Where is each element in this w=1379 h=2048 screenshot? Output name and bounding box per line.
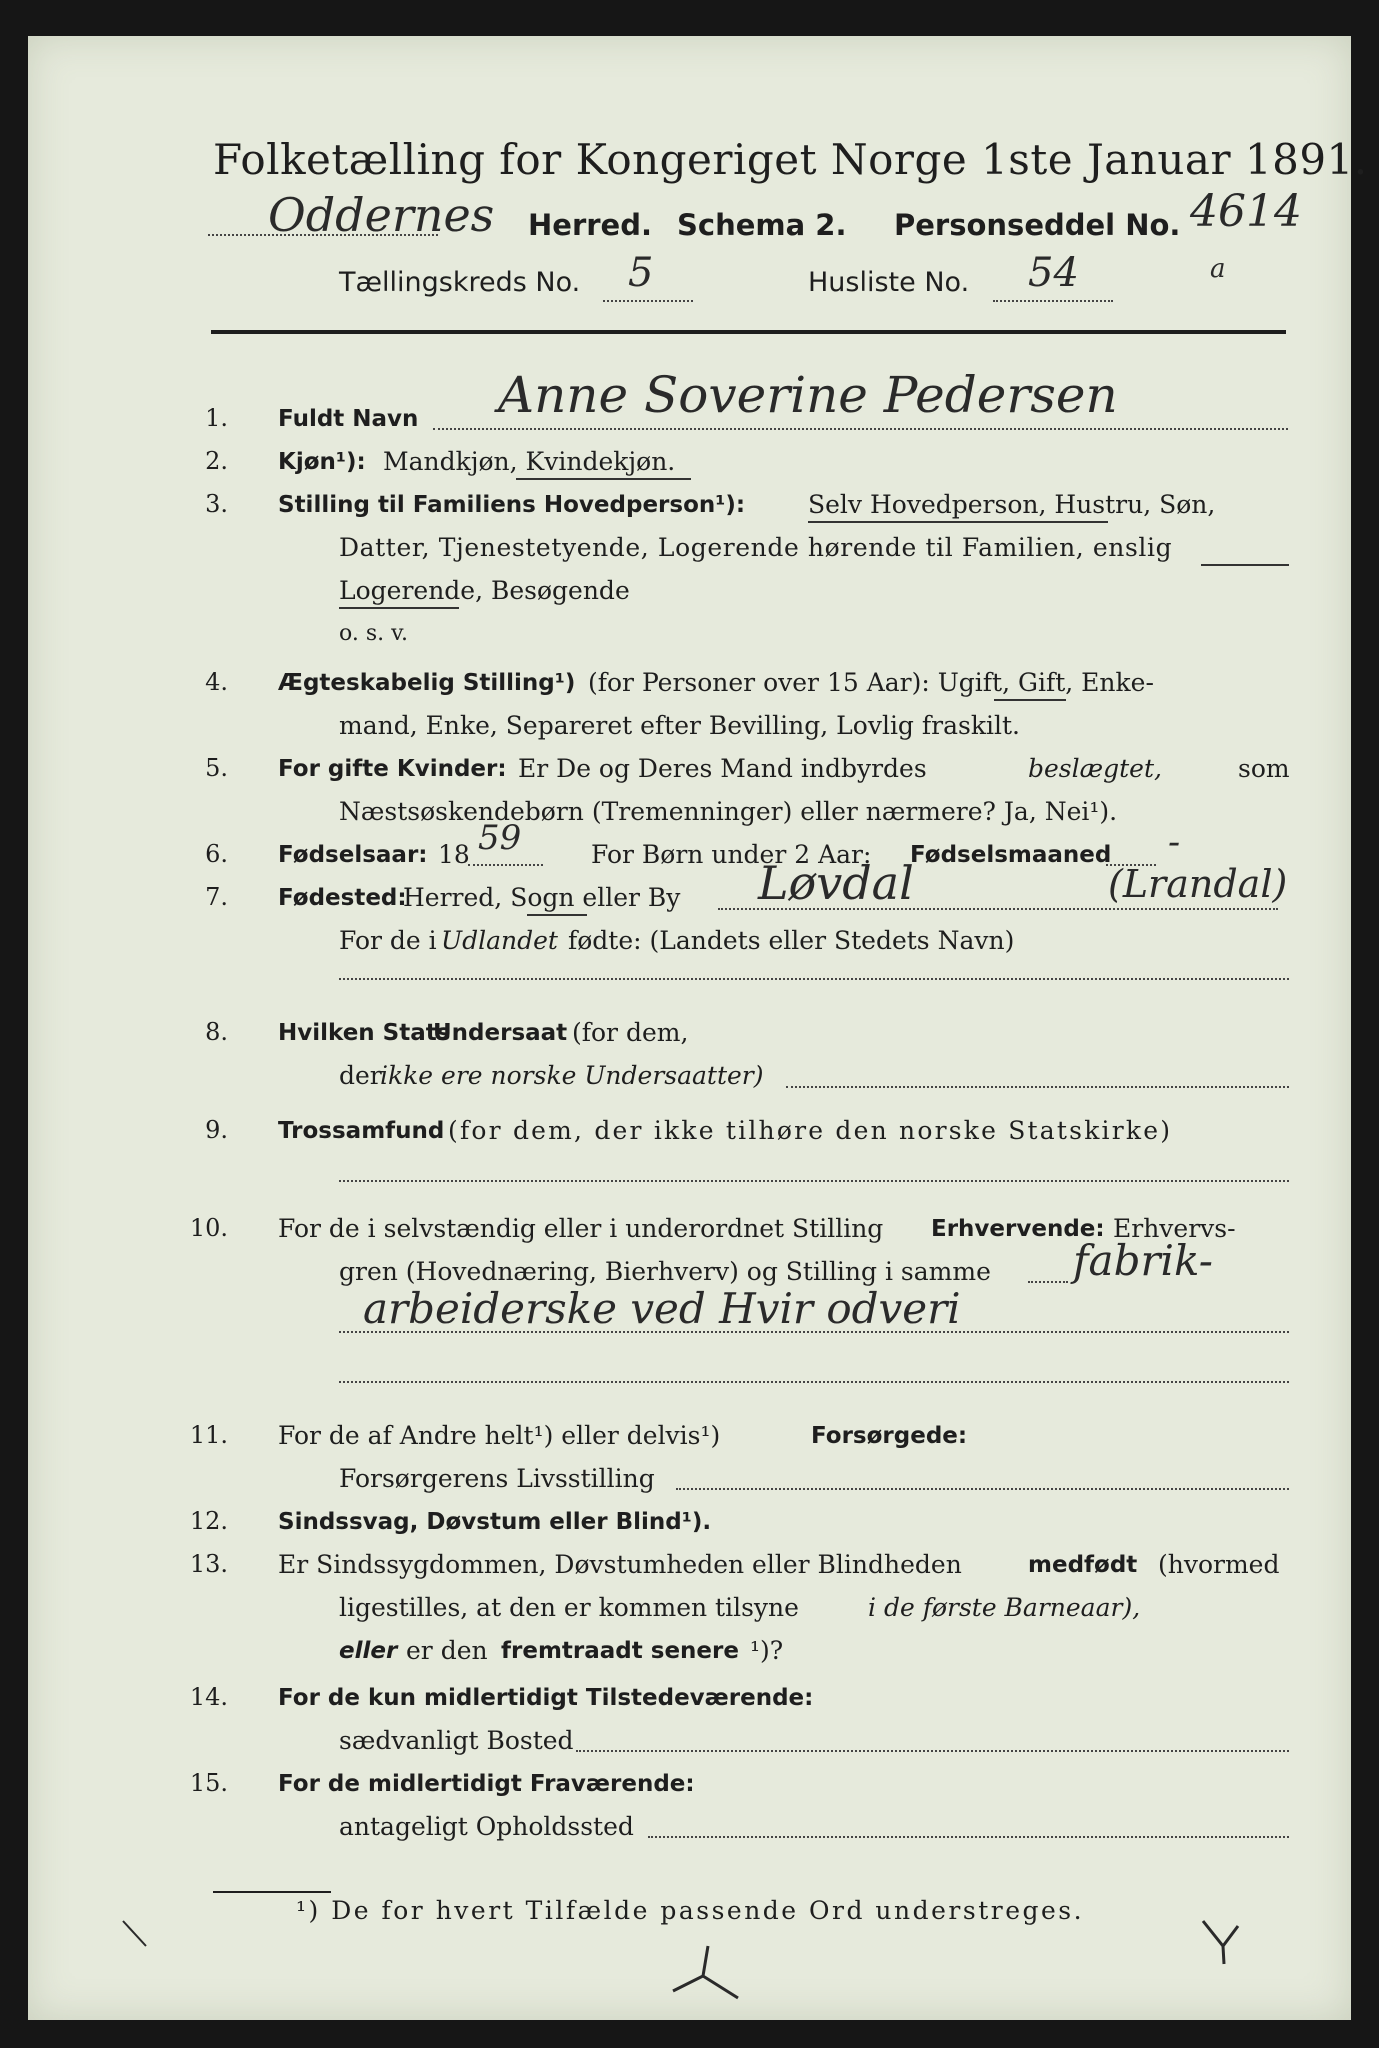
header-rule	[211, 330, 1286, 334]
q2-underline	[516, 478, 691, 480]
q3-line3: Logerende, Besøgende	[339, 576, 630, 605]
pen-mark	[668, 1936, 748, 2006]
item-number: 7.	[205, 883, 228, 911]
q6-text2: For Børn under 2 Aar:	[591, 840, 872, 869]
q1-line	[433, 428, 1288, 430]
q13-line2b: i de første Barneaar),	[868, 1593, 1141, 1622]
q15-label: For de midlertidigt Fraværende:	[278, 1771, 695, 1797]
q3-underline-logerende	[339, 607, 459, 609]
q13-line2a: ligestilles, at den er kommen tilsyne	[339, 1593, 799, 1622]
item-number: 12.	[189, 1507, 228, 1535]
q13-line1c: (hvormed	[1158, 1550, 1280, 1579]
q12-label: Sindssvag, Døvstum eller Blind¹).	[278, 1509, 712, 1535]
q8-label1: Hvilken Stats	[278, 1020, 451, 1046]
q3-line4: o. s. v.	[339, 621, 408, 646]
q13-line3d: ¹)?	[750, 1636, 784, 1665]
husliste-suffix-handwritten: a	[1210, 254, 1226, 284]
q7-answer2: (Lrandal)	[1108, 862, 1288, 906]
q10-line1b: Erhvervende:	[931, 1216, 1105, 1242]
husliste-line	[993, 300, 1113, 302]
q5-line1b: beslægtet,	[1028, 754, 1162, 783]
footnote-rule	[213, 1891, 331, 1893]
kreds-label: Tællingskreds No.	[339, 267, 581, 298]
q13-line3c: fremtraadt senere	[501, 1638, 739, 1664]
form-title: Folketælling for Kongeriget Norge 1ste Januar 1891.	[213, 135, 1368, 184]
q2-label: Kjøn¹):	[278, 449, 366, 475]
q1-answer: Anne Soverine Pedersen	[498, 366, 1118, 424]
q4-line1: (for Personer over 15 Aar): Ugift, Gift, Enke-	[588, 668, 1154, 697]
q6-year-prefix: 18	[438, 840, 470, 869]
q9-label: Trossamfund	[278, 1118, 445, 1144]
q3-underline-selv	[808, 521, 1108, 523]
q10-line-a	[1028, 1281, 1068, 1283]
q11-line1a: For de af Andre helt¹) eller delvis¹)	[278, 1421, 721, 1450]
item-number: 15.	[189, 1769, 228, 1797]
q3-line1: Selv Hovedperson, Hustru, Søn,	[808, 490, 1216, 519]
q7-line2	[339, 978, 1289, 980]
item-number: 5.	[205, 754, 228, 782]
husliste-handwritten: 54	[1028, 250, 1079, 296]
q4-underline-ugift	[994, 699, 1066, 701]
q1-label: Fuldt Navn	[278, 406, 419, 432]
item-number: 6.	[205, 840, 228, 868]
q14-line	[576, 1750, 1289, 1752]
q11-line2: Forsørgerens Livsstilling	[339, 1464, 655, 1493]
q8-text: (for dem,	[572, 1018, 689, 1047]
pen-mark	[118, 1916, 158, 1956]
herred-handwritten: Oddernes	[268, 188, 495, 242]
kreds-handwritten: 5	[628, 250, 654, 296]
q6-year-handwritten: 59	[478, 818, 522, 858]
q11-line	[676, 1488, 1289, 1490]
item-number: 11.	[189, 1421, 228, 1449]
q15-line2: antageligt Opholdssted	[339, 1812, 634, 1841]
item-number: 3.	[205, 490, 228, 518]
item-number: 13.	[189, 1550, 228, 1578]
q3-label: Stilling til Familiens Hovedperson¹):	[278, 492, 746, 518]
q13-line1b: medfødt	[1028, 1552, 1138, 1578]
q5-line1c: som	[1238, 754, 1290, 783]
q10-line-c	[339, 1381, 1289, 1383]
q13-line3a: eller	[339, 1638, 398, 1664]
q7-line2a: For de i	[339, 926, 437, 955]
item-number: 2.	[205, 447, 228, 475]
item-number: 10.	[189, 1214, 228, 1242]
q5-line2: Næstsøskendebørn (Tremenninger) eller nærmere? Ja, Nei¹).	[339, 797, 1118, 826]
q5-label: For gifte Kvinder:	[278, 756, 507, 782]
q10-line2: gren (Hovednæring, Bierhverv) og Stilling i samme	[339, 1257, 991, 1286]
q11-line1b: Forsørgede:	[811, 1423, 968, 1449]
q10-line1a: For de i selvstændig eller i underordnet Stilling	[278, 1214, 884, 1243]
q4-label: Ægteskabelig Stilling¹)	[278, 670, 576, 696]
q10-answer1: fabrik-	[1073, 1236, 1213, 1285]
q7-line2c: fødte: (Landets eller Stedets Navn)	[568, 926, 1015, 955]
pen-mark	[1198, 1916, 1258, 1976]
q5-line1a: Er De og Deres Mand indbyrdes	[518, 754, 927, 783]
q7-answer: Løvdal	[758, 856, 914, 910]
item-number: 9.	[205, 1116, 228, 1144]
q9-text: (for dem, der ikke tilhøre den norske Statskirke)	[448, 1116, 1173, 1145]
q9-line	[339, 1180, 1289, 1182]
personseddel-handwritten: 4614	[1190, 186, 1302, 237]
q10-answer2: arbeiderske ved Hvir odveri	[363, 1284, 961, 1333]
q6-label: Fødselsaar:	[278, 842, 428, 868]
item-number: 4.	[205, 668, 228, 696]
census-form-page	[28, 36, 1368, 2020]
item-number: 8.	[205, 1018, 228, 1046]
q8-line2a: der	[339, 1061, 382, 1090]
schema-label: Schema 2.	[677, 208, 847, 242]
q15-line	[648, 1836, 1289, 1838]
q13-line3b: er den	[406, 1636, 488, 1665]
q4-line2: mand, Enke, Separeret efter Bevilling, Lovlig fraskilt.	[339, 711, 1020, 740]
item-number: 1.	[205, 404, 228, 432]
q6-label2: Fødselsmaaned	[910, 842, 1112, 868]
q14-label: For de kun midlertidigt Tilstedeværende:	[278, 1685, 814, 1711]
q6-answer: -	[1168, 822, 1181, 863]
q7-text: Herred, Sogn eller By	[403, 883, 681, 912]
q3-line2: Datter, Tjenestetyende, Logerende hørende til Familien, enslig	[339, 533, 1173, 562]
kreds-line	[603, 300, 693, 302]
q8-line	[786, 1086, 1289, 1088]
q13-line1a: Er Sindssygdommen, Døvstumheden eller Blindheden	[278, 1550, 962, 1579]
q8-line2b: ikke ere norske Undersaatter)	[380, 1061, 764, 1090]
q6-year-line	[468, 864, 543, 866]
personseddel-label: Personseddel No.	[894, 208, 1181, 242]
q14-line2: sædvanligt Bosted	[339, 1726, 574, 1755]
q8-label2: Undersaat	[433, 1020, 568, 1046]
q3-underline-enslig	[1201, 564, 1289, 566]
herred-label: Herred.	[528, 208, 652, 242]
husliste-label: Husliste No.	[808, 267, 970, 298]
q7-line2b: Udlandet	[441, 926, 558, 955]
footnote: ¹) De for hvert Tilfælde passende Ord understreges.	[296, 1896, 1085, 1925]
item-number: 14.	[189, 1683, 228, 1711]
q10-line1c: Erhvervs-	[1113, 1214, 1236, 1243]
q2-text: Mandkjøn, Kvindekjøn.	[383, 447, 676, 476]
q7-underline-sogn	[527, 914, 587, 916]
q7-label: Fødested:	[278, 885, 407, 911]
